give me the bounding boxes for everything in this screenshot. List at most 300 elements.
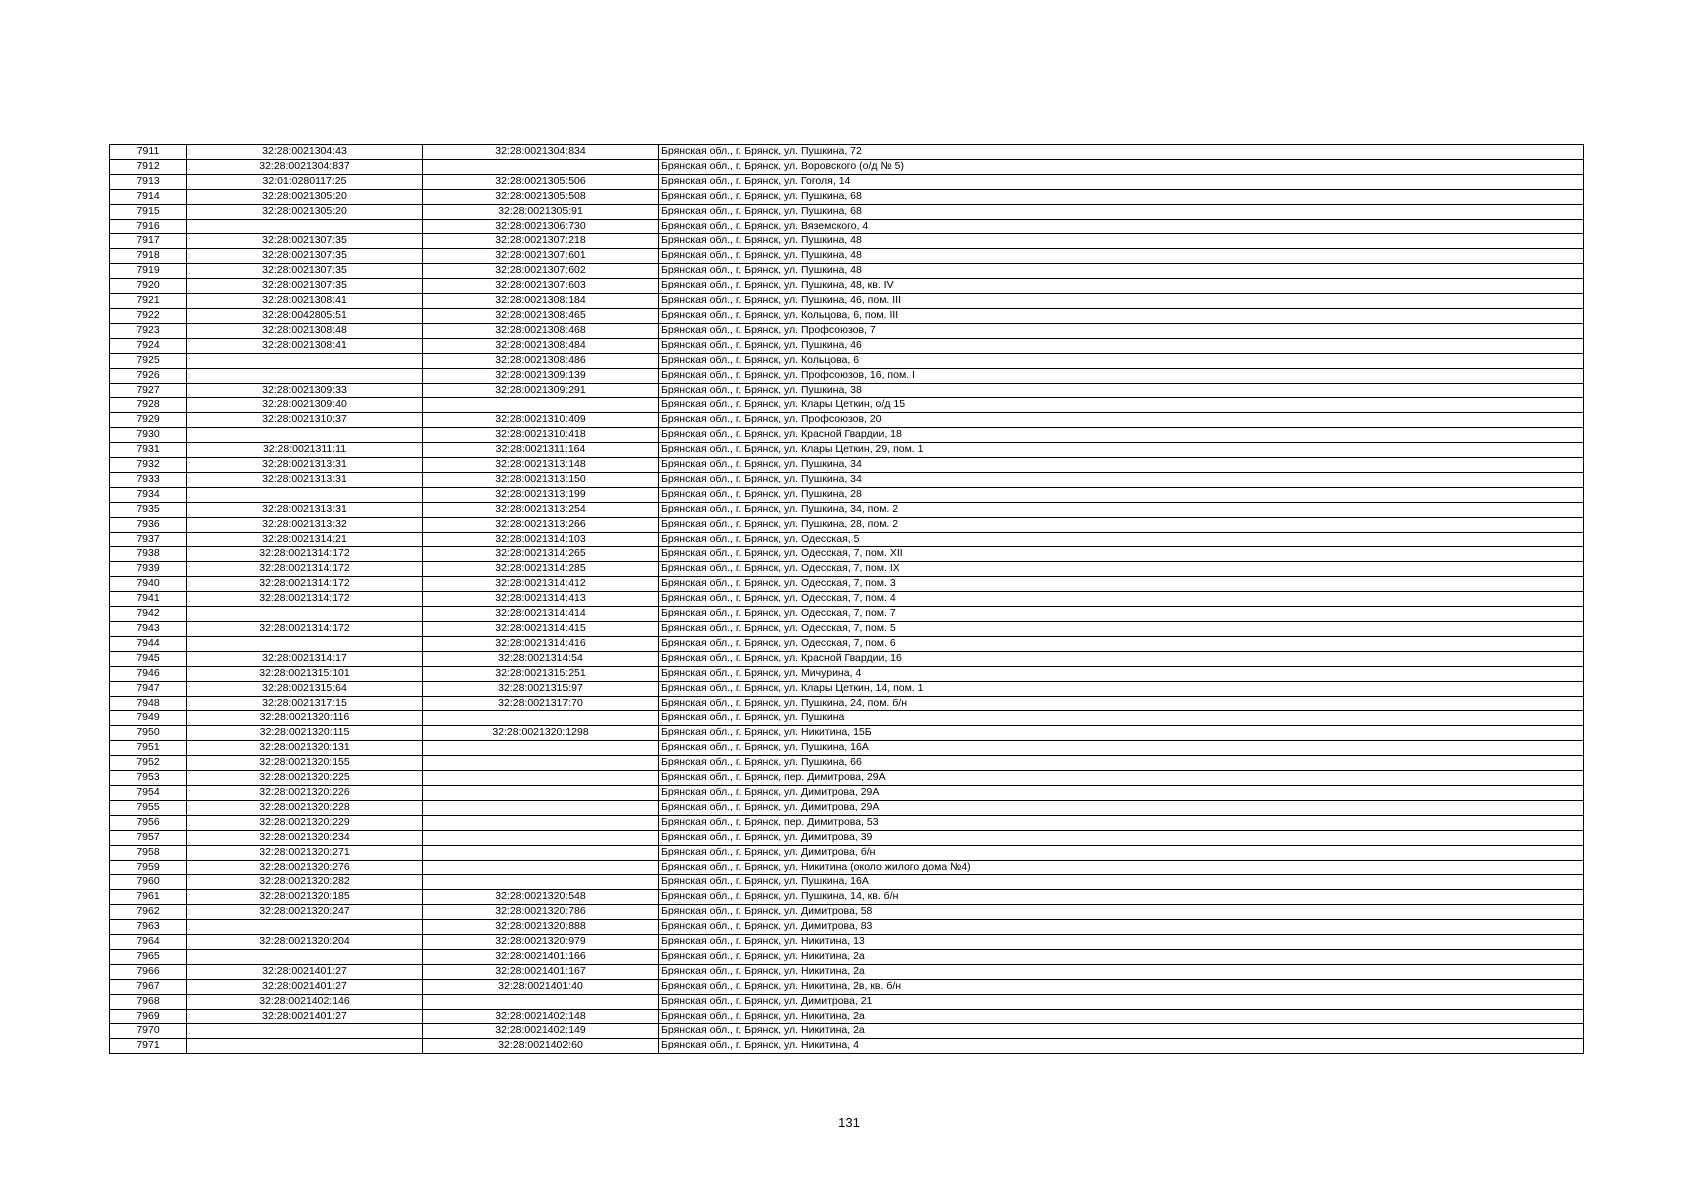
cadastral-number-cell [423,815,659,830]
table-row [110,145,1584,160]
row-number-cell: 7931 [110,443,187,458]
cadastral-number-cell: 32:28:0021320:1298 [423,726,659,741]
cadastral-number-cell: 32:28:0021402:149 [423,1024,659,1039]
address-cell: Брянская обл., г. Брянск, ул. Пушкина, 24, пом. б/н [659,696,1584,711]
table-row [110,577,1584,592]
old-cadastral-number-cell: 32:28:0021315:64 [187,681,423,696]
row-number-cell: 7965 [110,949,187,964]
table-row [110,487,1584,502]
cadastral-number-cell [423,994,659,1009]
row-number-cell: 7960 [110,875,187,890]
row-number-cell: 7923 [110,323,187,338]
table-row [110,234,1584,249]
address-cell: Брянская обл., г. Брянск, ул. Одесская, 7, пом. 5 [659,622,1584,637]
old-cadastral-number-cell [187,636,423,651]
cadastral-number-cell: 32:28:0021308:184 [423,294,659,309]
address-cell: Брянская обл., г. Брянск, ул. Пушкина [659,711,1584,726]
address-cell: Брянская обл., г. Брянск, ул. Пушкина, 66 [659,756,1584,771]
cadastral-number-cell: 32:28:0021320:786 [423,905,659,920]
address-cell: Брянская обл., г. Брянск, ул. Пушкина, 48 [659,264,1584,279]
table-row [110,338,1584,353]
address-cell: Брянская обл., г. Брянск, ул. Димитрова, 39 [659,830,1584,845]
address-cell: Брянская обл., г. Брянск, пер. Димитрова, 29А [659,771,1584,786]
address-cell: Брянская обл., г. Брянск, ул. Кольцова, 6, пом. III [659,308,1584,323]
old-cadastral-number-cell: 32:28:0021308:41 [187,294,423,309]
address-cell: Брянская обл., г. Брянск, ул. Димитрова, 58 [659,905,1584,920]
old-cadastral-number-cell [187,1039,423,1054]
old-cadastral-number-cell [187,219,423,234]
address-cell: Брянская обл., г. Брянск, ул. Одесская, 7, пом. XII [659,547,1584,562]
row-number-cell: 7924 [110,338,187,353]
table-row [110,189,1584,204]
table-row [110,979,1584,994]
table-row [110,308,1584,323]
address-cell: Брянская обл., г. Брянск, ул. Димитрова, б/н [659,845,1584,860]
old-cadastral-number-cell: 32:28:0021315:101 [187,666,423,681]
address-cell: Брянская обл., г. Брянск, ул. Одесская, 5 [659,532,1584,547]
row-number-cell: 7911 [110,145,187,160]
cadastral-number-cell [423,711,659,726]
address-cell: Брянская обл., г. Брянск, ул. Димитрова, 29А [659,785,1584,800]
cadastral-number-cell: 32:28:0021314:416 [423,636,659,651]
table-row [110,204,1584,219]
cadastral-number-cell [423,860,659,875]
table-row [110,756,1584,771]
row-number-cell: 7945 [110,651,187,666]
address-cell: Брянская обл., г. Брянск, ул. Димитрова, 83 [659,920,1584,935]
address-cell: Брянская обл., г. Брянск, ул. Димитрова, 21 [659,994,1584,1009]
row-number-cell: 7953 [110,771,187,786]
row-number-cell: 7919 [110,264,187,279]
old-cadastral-number-cell: 32:28:0021308:41 [187,338,423,353]
row-number-cell: 7913 [110,174,187,189]
old-cadastral-number-cell: 32:28:0021314:172 [187,577,423,592]
address-cell: Брянская обл., г. Брянск, ул. Пушкина, 28, пом. 2 [659,517,1584,532]
old-cadastral-number-cell: 32:28:0021314:17 [187,651,423,666]
old-cadastral-number-cell: 32:28:0021320:247 [187,905,423,920]
address-cell: Брянская обл., г. Брянск, ул. Клары Цеткин, 14, пом. 1 [659,681,1584,696]
row-number-cell: 7971 [110,1039,187,1054]
table-row [110,636,1584,651]
old-cadastral-number-cell: 32:28:0021320:185 [187,890,423,905]
address-cell: Брянская обл., г. Брянск, ул. Профсоюзов, 7 [659,323,1584,338]
row-number-cell: 7943 [110,622,187,637]
cadastral-number-cell [423,800,659,815]
address-cell: Брянская обл., г. Брянск, ул. Пушкина, 72 [659,145,1584,160]
address-cell: Брянская обл., г. Брянск, ул. Никитина (около жилого дома №4) [659,860,1584,875]
address-cell: Брянская обл., г. Брянск, ул. Пушкина, 68 [659,189,1584,204]
row-number-cell: 7930 [110,428,187,443]
row-number-cell: 7952 [110,756,187,771]
address-cell: Брянская обл., г. Брянск, ул. Мичурина, 4 [659,666,1584,681]
address-cell: Брянская обл., г. Брянск, ул. Никитина, 4 [659,1039,1584,1054]
cadastral-number-cell: 32:28:0021314:415 [423,622,659,637]
address-cell: Брянская обл., г. Брянск, ул. Никитина, 2а [659,1009,1584,1024]
old-cadastral-number-cell: 32:28:0021305:20 [187,189,423,204]
address-cell: Брянская обл., г. Брянск, ул. Пушкина, 38 [659,383,1584,398]
table-row [110,666,1584,681]
address-cell: Брянская обл., г. Брянск, ул. Пушкина, 34 [659,458,1584,473]
row-number-cell: 7929 [110,413,187,428]
cadastral-number-cell: 32:28:0021313:199 [423,487,659,502]
row-number-cell: 7914 [110,189,187,204]
row-number-cell: 7954 [110,785,187,800]
cadastral-number-cell: 32:28:0021305:508 [423,189,659,204]
old-cadastral-number-cell: 32:28:0021304:43 [187,145,423,160]
old-cadastral-number-cell: 32:28:0021317:15 [187,696,423,711]
old-cadastral-number-cell: 32:28:0021314:21 [187,532,423,547]
row-number-cell: 7936 [110,517,187,532]
table-row [110,1009,1584,1024]
row-number-cell: 7962 [110,905,187,920]
address-cell: Брянская обл., г. Брянск, ул. Красной Гвардии, 16 [659,651,1584,666]
row-number-cell: 7927 [110,383,187,398]
row-number-cell: 7967 [110,979,187,994]
address-cell: Брянская обл., г. Брянск, пер. Димитрова, 53 [659,815,1584,830]
registry-table-body [110,145,1584,1054]
table-row [110,622,1584,637]
cadastral-number-cell: 32:28:0021304:834 [423,145,659,160]
table-row [110,592,1584,607]
cadastral-number-cell [423,845,659,860]
cadastral-number-cell: 32:28:0021307:602 [423,264,659,279]
old-cadastral-number-cell: 32:28:0021402:146 [187,994,423,1009]
table-row [110,353,1584,368]
row-number-cell: 7922 [110,308,187,323]
cadastral-number-cell [423,875,659,890]
address-cell: Брянская обл., г. Брянск, ул. Никитина, 15Б [659,726,1584,741]
address-cell: Брянская обл., г. Брянск, ул. Никитина, 2в, кв. б/н [659,979,1584,994]
address-cell: Брянская обл., г. Брянск, ул. Пушкина, 28 [659,487,1584,502]
old-cadastral-number-cell: 32:28:0021314:172 [187,562,423,577]
table-row [110,905,1584,920]
table-row [110,890,1584,905]
old-cadastral-number-cell: 32:28:0021309:40 [187,398,423,413]
cadastral-number-cell [423,756,659,771]
table-row [110,681,1584,696]
table-row [110,383,1584,398]
cadastral-number-cell: 32:28:0021314:285 [423,562,659,577]
cadastral-number-cell [423,830,659,845]
old-cadastral-number-cell: 32:28:0021309:33 [187,383,423,398]
registry-table [109,144,1584,1054]
row-number-cell: 7912 [110,159,187,174]
address-cell: Брянская обл., г. Брянск, ул. Клары Цеткин, 29, пом. 1 [659,443,1584,458]
old-cadastral-number-cell: 32:28:0021320:228 [187,800,423,815]
address-cell: Брянская обл., г. Брянск, ул. Гоголя, 14 [659,174,1584,189]
row-number-cell: 7956 [110,815,187,830]
cadastral-number-cell: 32:28:0021402:148 [423,1009,659,1024]
row-number-cell: 7969 [110,1009,187,1024]
table-row [110,994,1584,1009]
old-cadastral-number-cell: 32:28:0021401:27 [187,979,423,994]
cadastral-number-cell: 32:28:0021314:413 [423,592,659,607]
cadastral-number-cell: 32:28:0021317:70 [423,696,659,711]
old-cadastral-number-cell: 32:28:0021401:27 [187,1009,423,1024]
address-cell: Брянская обл., г. Брянск, ул. Пушкина, 46 [659,338,1584,353]
old-cadastral-number-cell: 32:28:0021401:27 [187,964,423,979]
row-number-cell: 7939 [110,562,187,577]
old-cadastral-number-cell: 32:28:0021320:155 [187,756,423,771]
row-number-cell: 7942 [110,607,187,622]
address-cell: Брянская обл., г. Брянск, ул. Пушкина, 48, кв. IV [659,279,1584,294]
row-number-cell: 7915 [110,204,187,219]
row-number-cell: 7938 [110,547,187,562]
table-row [110,428,1584,443]
table-row [110,1039,1584,1054]
old-cadastral-number-cell [187,353,423,368]
address-cell: Брянская обл., г. Брянск, ул. Одесская, 7, пом. 7 [659,607,1584,622]
address-cell: Брянская обл., г. Брянск, ул. Одесская, 7, пом. 6 [659,636,1584,651]
address-cell: Брянская обл., г. Брянск, ул. Пушкина, 34, пом. 2 [659,502,1584,517]
old-cadastral-number-cell: 32:28:0021307:35 [187,249,423,264]
row-number-cell: 7925 [110,353,187,368]
address-cell: Брянская обл., г. Брянск, ул. Пушкина, 16А [659,875,1584,890]
old-cadastral-number-cell: 32:28:0021314:172 [187,592,423,607]
table-row [110,562,1584,577]
old-cadastral-number-cell: 32:28:0021313:31 [187,458,423,473]
table-row [110,472,1584,487]
table-row [110,443,1584,458]
old-cadastral-number-cell: 32:28:0021320:225 [187,771,423,786]
row-number-cell: 7928 [110,398,187,413]
row-number-cell: 7920 [110,279,187,294]
address-cell: Брянская обл., г. Брянск, ул. Пушкина, 68 [659,204,1584,219]
table-row [110,323,1584,338]
address-cell: Брянская обл., г. Брянск, ул. Воровского (о/д № 5) [659,159,1584,174]
old-cadastral-number-cell: 32:28:0021304:837 [187,159,423,174]
cadastral-number-cell [423,771,659,786]
cadastral-number-cell: 32:28:0021308:484 [423,338,659,353]
old-cadastral-number-cell: 32:28:0021320:226 [187,785,423,800]
table-row [110,1024,1584,1039]
row-number-cell: 7951 [110,741,187,756]
row-number-cell: 7948 [110,696,187,711]
table-row [110,249,1584,264]
table-row [110,502,1584,517]
old-cadastral-number-cell: 32:28:0021313:32 [187,517,423,532]
cadastral-number-cell [423,159,659,174]
address-cell: Брянская обл., г. Брянск, ул. Пушкина, 34 [659,472,1584,487]
table-row [110,741,1584,756]
address-cell: Брянская обл., г. Брянск, ул. Клары Цеткин, о/д 15 [659,398,1584,413]
table-row [110,711,1584,726]
table-row [110,547,1584,562]
table-row [110,517,1584,532]
row-number-cell: 7950 [110,726,187,741]
table-row [110,935,1584,950]
old-cadastral-number-cell: 32:28:0021313:31 [187,472,423,487]
table-row [110,785,1584,800]
cadastral-number-cell: 32:28:0021308:486 [423,353,659,368]
cadastral-number-cell: 32:28:0021320:888 [423,920,659,935]
old-cadastral-number-cell: 32:28:0021314:172 [187,547,423,562]
address-cell: Брянская обл., г. Брянск, ул. Пушкина, 16А [659,741,1584,756]
row-number-cell: 7921 [110,294,187,309]
cadastral-number-cell: 32:28:0021313:150 [423,472,659,487]
row-number-cell: 7970 [110,1024,187,1039]
old-cadastral-number-cell: 32:28:0021307:35 [187,279,423,294]
row-number-cell: 7935 [110,502,187,517]
cadastral-number-cell: 32:28:0021308:468 [423,323,659,338]
old-cadastral-number-cell: 32:28:0021320:116 [187,711,423,726]
address-cell: Брянская обл., г. Брянск, ул. Никитина, 2а [659,949,1584,964]
row-number-cell: 7934 [110,487,187,502]
address-cell: Брянская обл., г. Брянск, ул. Никитина, 2а [659,964,1584,979]
row-number-cell: 7966 [110,964,187,979]
address-cell: Брянская обл., г. Брянск, ул. Пушкина, 48 [659,234,1584,249]
row-number-cell: 7963 [110,920,187,935]
address-cell: Брянская обл., г. Брянск, ул. Одесская, 7, пом. 3 [659,577,1584,592]
table-row [110,949,1584,964]
old-cadastral-number-cell: 32:28:0021307:35 [187,234,423,249]
table-row [110,800,1584,815]
old-cadastral-number-cell [187,920,423,935]
table-row [110,875,1584,890]
table-row [110,771,1584,786]
row-number-cell: 7941 [110,592,187,607]
cadastral-number-cell: 32:28:0021314:412 [423,577,659,592]
cadastral-number-cell: 32:28:0021313:266 [423,517,659,532]
cadastral-number-cell: 32:28:0021401:40 [423,979,659,994]
row-number-cell: 7917 [110,234,187,249]
cadastral-number-cell [423,398,659,413]
cadastral-number-cell: 32:28:0021315:251 [423,666,659,681]
table-row [110,651,1584,666]
row-number-cell: 7932 [110,458,187,473]
old-cadastral-number-cell: 32:28:0021314:172 [187,622,423,637]
old-cadastral-number-cell: 32:28:0021310:37 [187,413,423,428]
table-row [110,920,1584,935]
old-cadastral-number-cell [187,487,423,502]
cadastral-number-cell: 32:28:0021306:730 [423,219,659,234]
old-cadastral-number-cell: 32:28:0021311:11 [187,443,423,458]
address-cell: Брянская обл., г. Брянск, ул. Кольцова, 6 [659,353,1584,368]
cadastral-number-cell: 32:28:0021314:54 [423,651,659,666]
address-cell: Брянская обл., г. Брянск, ул. Пушкина, 14, кв. б/н [659,890,1584,905]
cadastral-number-cell: 32:28:0021305:91 [423,204,659,219]
row-number-cell: 7958 [110,845,187,860]
cadastral-number-cell: 32:28:0021320:548 [423,890,659,905]
cadastral-number-cell: 32:28:0021307:218 [423,234,659,249]
old-cadastral-number-cell [187,428,423,443]
cadastral-number-cell: 32:28:0021402:60 [423,1039,659,1054]
row-number-cell: 7916 [110,219,187,234]
cadastral-number-cell: 32:28:0021308:465 [423,308,659,323]
table-row [110,964,1584,979]
address-cell: Брянская обл., г. Брянск, ул. Одесская, 7, пом. IX [659,562,1584,577]
cadastral-number-cell: 32:28:0021311:164 [423,443,659,458]
cadastral-number-cell [423,785,659,800]
table-row [110,279,1584,294]
old-cadastral-number-cell [187,368,423,383]
table-row [110,696,1584,711]
table-row [110,607,1584,622]
table-row [110,830,1584,845]
old-cadastral-number-cell: 32:28:0021320:204 [187,935,423,950]
old-cadastral-number-cell: 32:28:0021308:48 [187,323,423,338]
row-number-cell: 7918 [110,249,187,264]
row-number-cell: 7964 [110,935,187,950]
table-row [110,845,1584,860]
cadastral-number-cell: 32:28:0021314:414 [423,607,659,622]
row-number-cell: 7949 [110,711,187,726]
old-cadastral-number-cell: 32:28:0021313:31 [187,502,423,517]
address-cell: Брянская обл., г. Брянск, ул. Профсоюзов, 16, пом. I [659,368,1584,383]
row-number-cell: 7940 [110,577,187,592]
cadastral-number-cell: 32:28:0021313:254 [423,502,659,517]
row-number-cell: 7955 [110,800,187,815]
old-cadastral-number-cell [187,607,423,622]
row-number-cell: 7937 [110,532,187,547]
old-cadastral-number-cell: 32:28:0021320:276 [187,860,423,875]
old-cadastral-number-cell: 32:28:0021320:271 [187,845,423,860]
row-number-cell: 7968 [110,994,187,1009]
address-cell: Брянская обл., г. Брянск, ул. Пушкина, 48 [659,249,1584,264]
old-cadastral-number-cell: 32:01:0280117:25 [187,174,423,189]
cadastral-number-cell: 32:28:0021310:418 [423,428,659,443]
row-number-cell: 7959 [110,860,187,875]
old-cadastral-number-cell: 32:28:0021305:20 [187,204,423,219]
old-cadastral-number-cell [187,1024,423,1039]
table-row [110,264,1584,279]
table-row [110,219,1584,234]
old-cadastral-number-cell: 32:28:0042805:51 [187,308,423,323]
cadastral-number-cell: 32:28:0021305:506 [423,174,659,189]
cadastral-number-cell: 32:28:0021314:103 [423,532,659,547]
cadastral-number-cell: 32:28:0021310:409 [423,413,659,428]
cadastral-number-cell: 32:28:0021315:97 [423,681,659,696]
cadastral-number-cell: 32:28:0021313:148 [423,458,659,473]
table-row [110,458,1584,473]
cadastral-number-cell [423,741,659,756]
table-row [110,174,1584,189]
page-number: 131 [838,1115,860,1130]
address-cell: Брянская обл., г. Брянск, ул. Вяземского, 4 [659,219,1584,234]
row-number-cell: 7926 [110,368,187,383]
address-cell: Брянская обл., г. Брянск, ул. Никитина, 2а [659,1024,1584,1039]
row-number-cell: 7947 [110,681,187,696]
table-row [110,398,1584,413]
cadastral-number-cell: 32:28:0021309:291 [423,383,659,398]
address-cell: Брянская обл., г. Брянск, ул. Никитина, 13 [659,935,1584,950]
address-cell: Брянская обл., г. Брянск, ул. Димитрова, 29А [659,800,1584,815]
cadastral-number-cell: 32:28:0021307:601 [423,249,659,264]
row-number-cell: 7933 [110,472,187,487]
table-row [110,726,1584,741]
old-cadastral-number-cell: 32:28:0021320:131 [187,741,423,756]
row-number-cell: 7946 [110,666,187,681]
table-row [110,860,1584,875]
row-number-cell: 7961 [110,890,187,905]
table-row [110,532,1584,547]
table-row [110,159,1584,174]
table-row [110,368,1584,383]
old-cadastral-number-cell: 32:28:0021320:234 [187,830,423,845]
cadastral-number-cell: 32:28:0021314:265 [423,547,659,562]
old-cadastral-number-cell: 32:28:0021320:282 [187,875,423,890]
table-row [110,815,1584,830]
cadastral-number-cell: 32:28:0021309:139 [423,368,659,383]
address-cell: Брянская обл., г. Брянск, ул. Одесская, 7, пом. 4 [659,592,1584,607]
row-number-cell: 7944 [110,636,187,651]
old-cadastral-number-cell: 32:28:0021307:35 [187,264,423,279]
row-number-cell: 7957 [110,830,187,845]
address-cell: Брянская обл., г. Брянск, ул. Профсоюзов, 20 [659,413,1584,428]
cadastral-number-cell: 32:28:0021320:979 [423,935,659,950]
old-cadastral-number-cell: 32:28:0021320:115 [187,726,423,741]
cadastral-number-cell: 32:28:0021401:167 [423,964,659,979]
